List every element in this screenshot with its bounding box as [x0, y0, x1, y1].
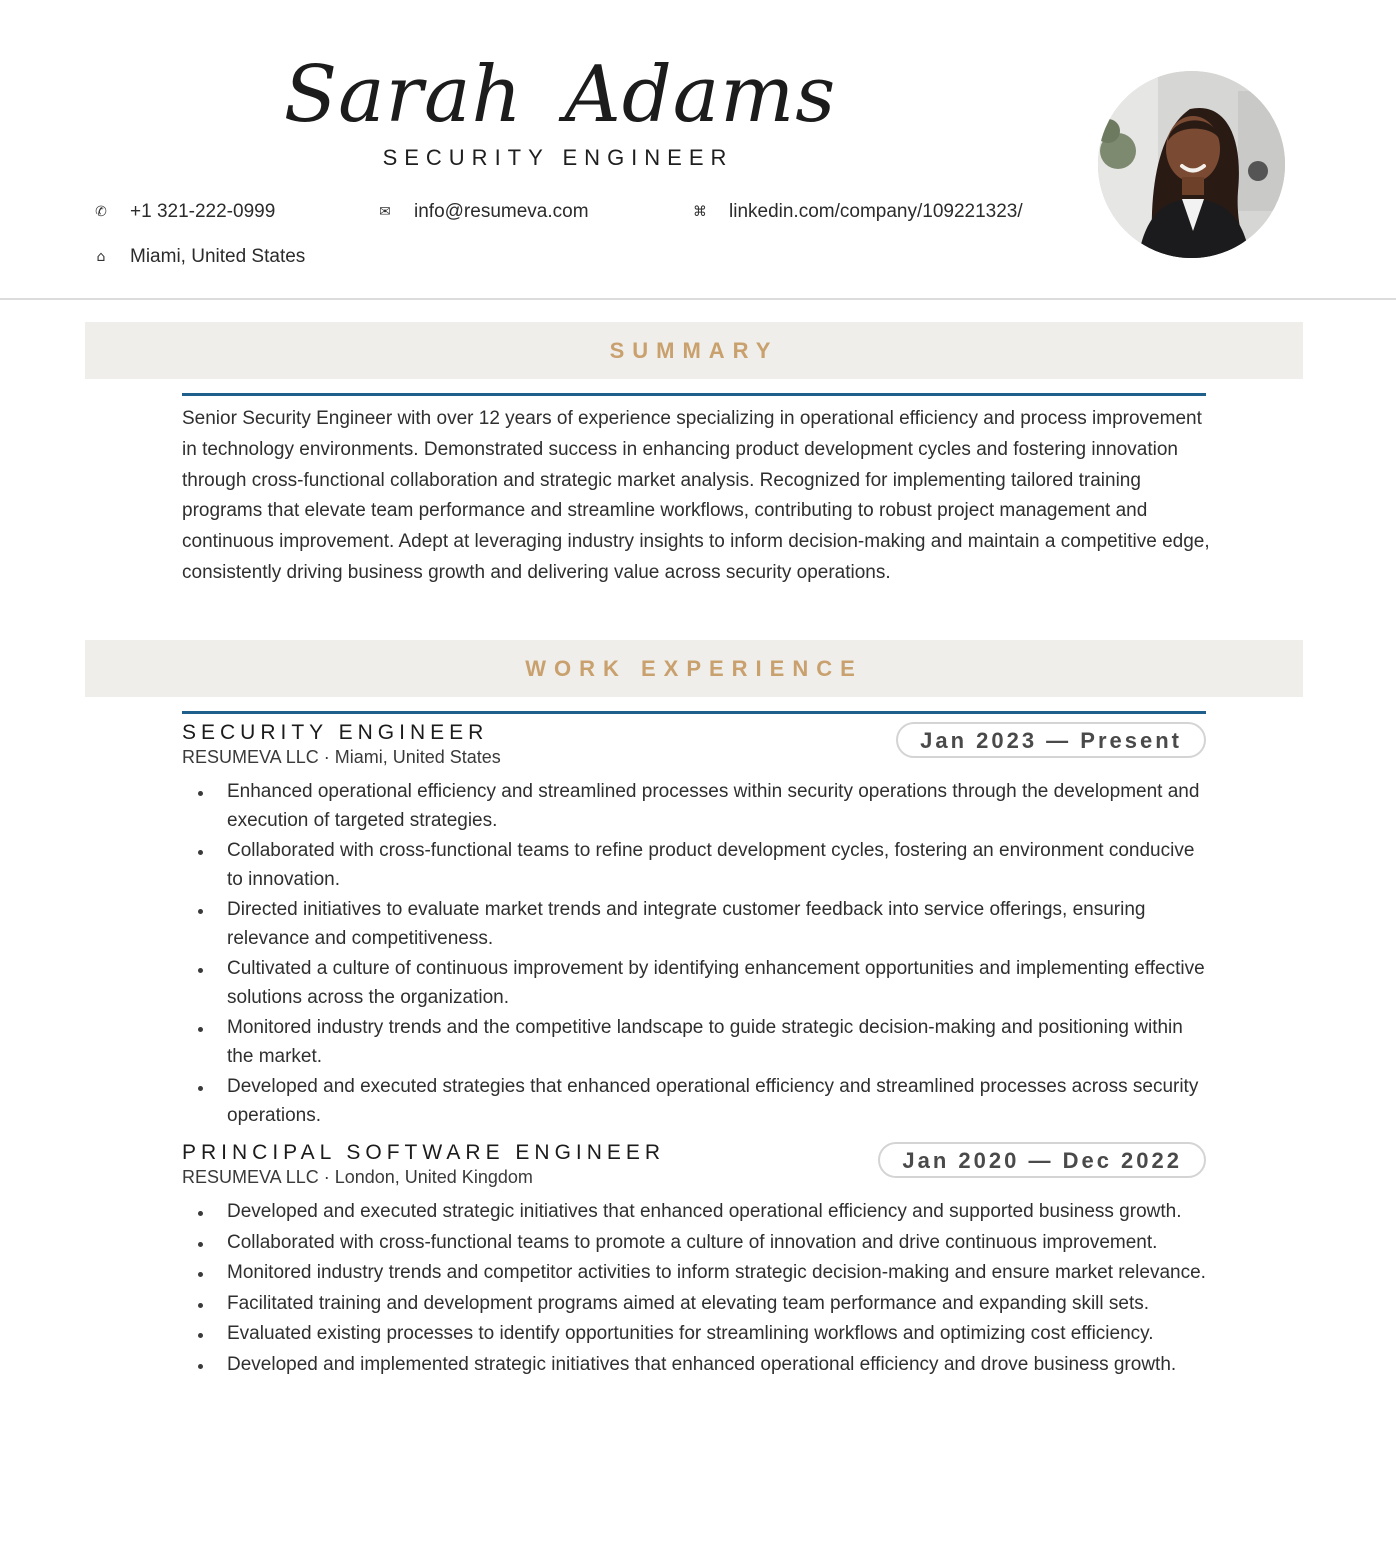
job-company: RESUMEVA LLC · Miami, United States	[182, 747, 501, 767]
job-bullet: Collaborated with cross-functional teams to refine product development cycles, fostering an environment conducive to innovation.	[182, 837, 1206, 894]
home-icon: ⌂	[96, 249, 106, 265]
summary-divider	[182, 393, 1206, 396]
contact-phone-text: +1 321-222-0999	[130, 201, 276, 222]
job-bullet: Evaluated existing processes to identify opportunities for streamlining workflows and optimizing cost efficiency.	[182, 1320, 1206, 1349]
job-bullet: Monitored industry trends and competitor activities to inform strategic decision-making and ensure market relevance.	[182, 1259, 1206, 1288]
job-bullet: Facilitated training and development programs aimed at elevating team performance and expanding skill sets.	[182, 1290, 1206, 1319]
envelope-icon: ✉	[379, 204, 391, 220]
job-bullets	[182, 1198, 1206, 1379]
contact-location-text: Miami, United States	[130, 246, 306, 267]
job-role: PRINCIPAL SOFTWARE ENGINEER	[182, 1141, 666, 1164]
job-bullet: Enhanced operational efficiency and streamlined processes within security operations through the development and execution of targeted strategies.	[182, 778, 1206, 835]
job-bullet: Monitored industry trends and the competitive landscape to guide strategic decision-making and positioning within the market.	[182, 1014, 1206, 1071]
job-company: RESUMEVA LLC · London, United Kingdom	[182, 1167, 533, 1187]
summary-section-header	[85, 322, 1303, 379]
contact-email-text[interactable]: info@resumeva.com	[414, 201, 589, 222]
job-bullet: Developed and executed strategies that enhanced operational efficiency and streamlined processes across security operations.	[182, 1073, 1206, 1130]
job-bullet: Directed initiatives to evaluate market trends and integrate customer feedback into service offerings, ensuring relevance and competitiveness.	[182, 896, 1206, 953]
link-icon: ⌘	[693, 204, 707, 220]
job-bullets	[182, 778, 1206, 1130]
candidate-title: SECURITY ENGINEER	[382, 145, 734, 170]
job-bullet: Developed and executed strategic initiatives that enhanced operational efficiency and supported business growth.	[182, 1198, 1206, 1227]
contact-linkedin-text[interactable]: linkedin.com/company/109221323/	[729, 201, 1023, 222]
job-dates-badge: Jan 2023 — Present	[896, 722, 1206, 758]
job-entry	[182, 1142, 1206, 1381]
job-role: SECURITY ENGINEER	[182, 721, 489, 744]
resume-header	[0, 0, 1396, 300]
experience-section-header	[85, 640, 1303, 697]
phone-icon: ✆	[95, 204, 107, 220]
job-bullet: Collaborated with cross-functional teams to promote a culture of innovation and drive continuous improvement.	[182, 1229, 1206, 1258]
profile-photo	[1098, 71, 1285, 258]
experience-divider	[182, 711, 1206, 714]
job-bullet: Developed and implemented strategic initiatives that enhanced operational efficiency and drove business growth.	[182, 1351, 1206, 1380]
summary-text: Senior Security Engineer with over 12 years of experience specializing in operational efficiency and process improvement in technology environments. Demonstrated success in enhancing product development cycles and fostering innovation through cross-functional collaboration and strategic market analysis. Recognized for implementing tailored training programs that elevate team performance and streamline workflows, contributing to robust project management and continuous improvement. Adept at leveraging industry insights to inform decision-making and maintain a competitive edge, consistently driving business growth and delivering value across security operations.	[182, 408, 1210, 583]
job-entry	[182, 722, 1206, 1132]
job-dates-badge: Jan 2020 — Dec 2022	[878, 1142, 1206, 1178]
summary-heading: SUMMARY	[609, 338, 779, 363]
candidate-name: Sarah Adams	[283, 50, 837, 140]
job-bullet: Cultivated a culture of continuous improvement by identifying enhancement opportunities and implementing effective solutions across the organization.	[182, 955, 1206, 1012]
experience-heading: WORK EXPERIENCE	[525, 656, 863, 681]
